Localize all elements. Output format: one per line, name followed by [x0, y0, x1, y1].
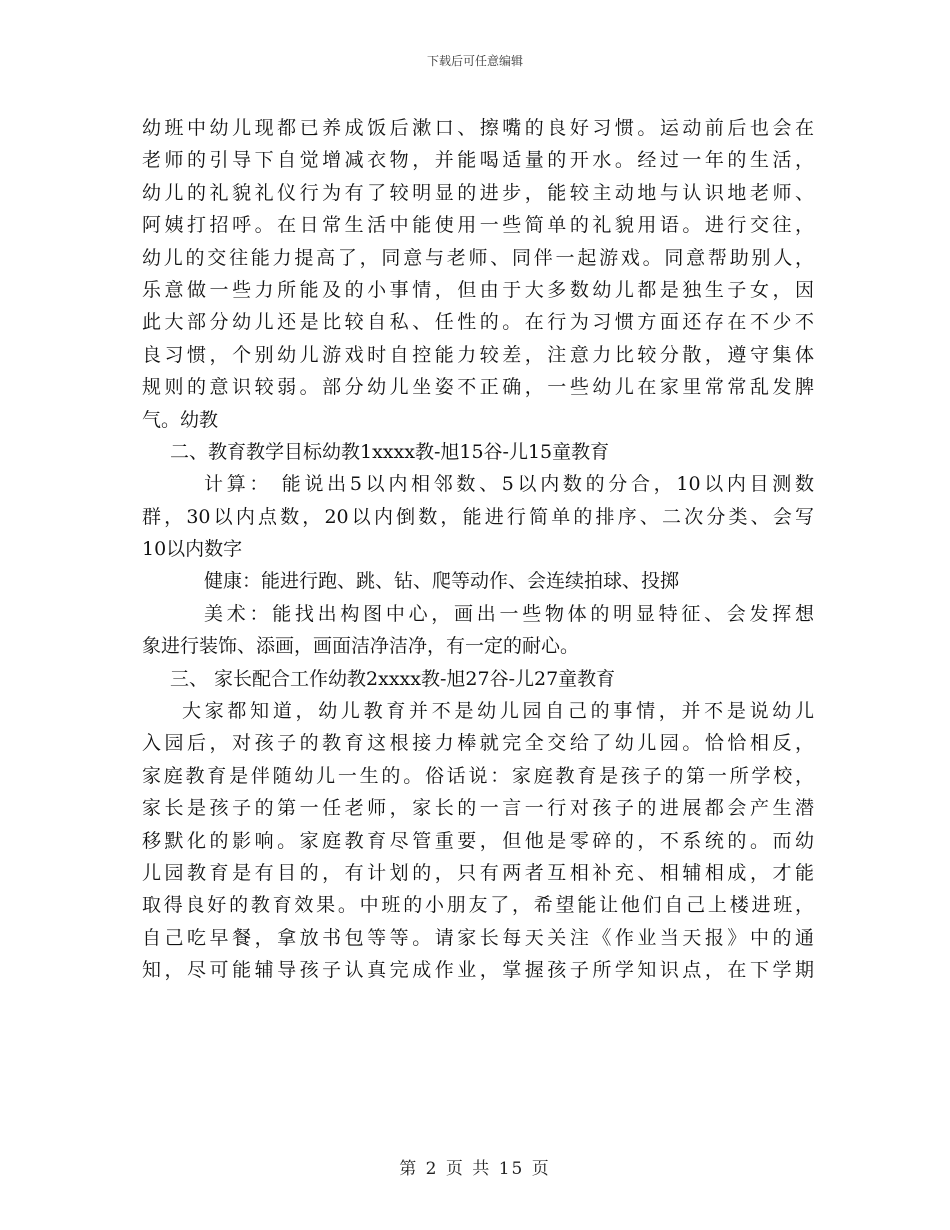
body-line: 良习惯，个别幼儿游戏时自控能力较差，注意力比较分散，遵守集体 — [142, 343, 814, 366]
body-line: 家长是孩子的第一任老师，家长的一言一行对孩子的进展都会产生潜 — [142, 797, 814, 820]
art-goal-line: 美术：能找出构图中心，画出一些物体的明显特征、会发挥想 — [204, 602, 814, 625]
page-number-footer: 第 2 页 共 15 页 — [399, 1159, 551, 1179]
document-body — [142, 112, 814, 987]
body-line: 气。幼教 — [142, 408, 219, 431]
body-line: 阿姨打招呼。在日常生活中能使用一些简单的礼貌用语。进行交往， — [142, 214, 814, 237]
body-line: 幼儿的交往能力提高了，同意与老师、同伴一起游戏。同意帮助别人， — [142, 246, 814, 269]
body-line: 自己吃早餐，拿放书包等等。请家长每天关注《作业当天报》中的通 — [142, 926, 814, 949]
body-line: 规则的意识较弱。部分幼儿坐姿不正确，一些幼儿在家里常常乱发脾 — [142, 376, 814, 399]
body-line: 移默化的影响。家庭教育尽管重要，但他是零碎的，不系统的。而幼 — [142, 829, 814, 852]
body-line: 老师的引导下自觉增减衣物，并能喝适量的开水。经过一年的生活， — [142, 149, 814, 172]
calc-goal-line: 计算： 能说出5以内相邻数、5以内数的分合，10以内目测数 — [204, 473, 814, 496]
body-line: 此大部分幼儿还是比较自私、任性的。在行为习惯方面还存在不少不 — [142, 311, 814, 334]
body-line: 取得良好的教育效果。中班的小朋友了，希望能让他们自己上楼进班， — [142, 894, 814, 917]
body-line: 乐意做一些力所能及的小事情，但由于大多数幼儿都是独生子女，因 — [142, 278, 814, 301]
body-line: 儿园教育是有目的，有计划的，只有两者互相补充、相辅相成，才能 — [142, 861, 814, 884]
art-goal-line: 象进行装饰、添画，画面洁净洁净，有一定的耐心。 — [142, 635, 580, 658]
health-goal-line: 健康：能进行跑、跳、钻、爬等动作、会连续拍球、投掷 — [204, 570, 680, 593]
calc-goal-line: 10以内数字 — [142, 538, 243, 561]
section-heading-2: 二、教育教学目标幼教1xxxx教-旭15谷-儿15童教育 — [170, 440, 610, 463]
body-line: 知，尽可能辅导孩子认真完成作业，掌握孩子所学知识点，在下学期 — [142, 959, 814, 982]
section-heading-3: 三、 家长配合工作幼教2xxxx教-旭27谷-儿27童教育 — [170, 667, 616, 690]
body-line: 幼儿的礼貌礼仪行为有了较明显的进步，能较主动地与认识地老师、 — [142, 181, 814, 204]
calc-goal-line: 群，30以内点数，20以内倒数，能进行简单的排序、二次分类、会写 — [142, 505, 814, 528]
page-header-note: 下载后可任意编辑 — [426, 54, 523, 68]
body-line: 入园后，对孩子的教育这根接力棒就完全交给了幼儿园。恰恰相反， — [142, 732, 814, 755]
body-line: 家庭教育是伴随幼儿一生的。俗话说：家庭教育是孩子的第一所学校， — [142, 764, 814, 787]
body-line: 大家都知道，幼儿教育并不是幼儿园自己的事情，并不是说幼儿 — [182, 700, 814, 723]
body-line: 幼班中幼儿现都已养成饭后漱口、擦嘴的良好习惯。运动前后也会在 — [142, 117, 814, 139]
